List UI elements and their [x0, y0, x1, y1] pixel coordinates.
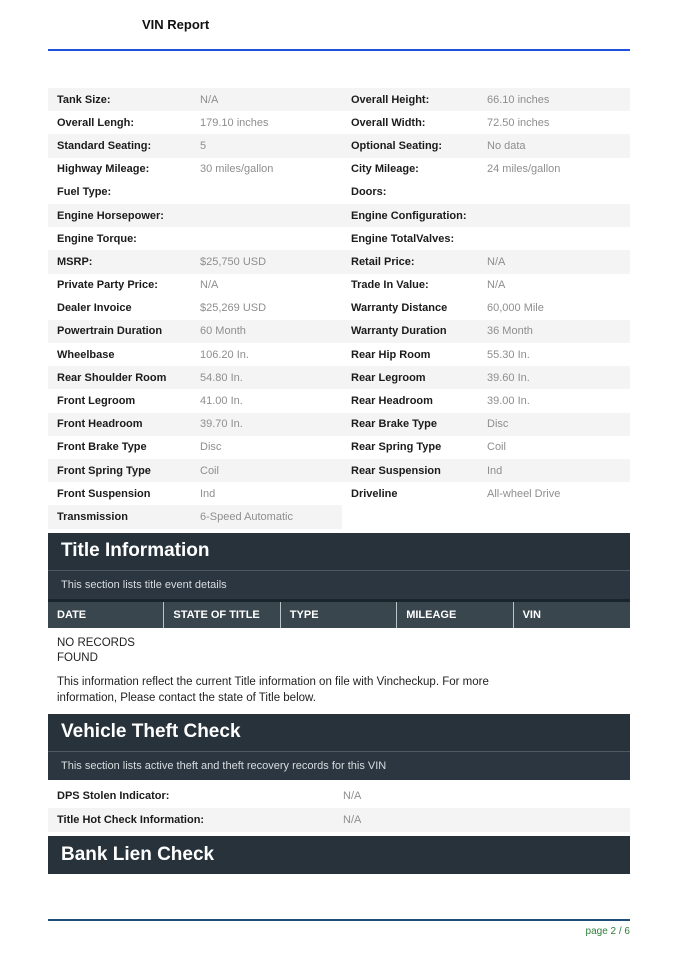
section-title: Bank Lien Check	[61, 843, 215, 865]
spec-label: Rear Brake Type	[342, 413, 487, 436]
spec-value: N/A	[487, 279, 506, 292]
spec-value: 39.00 In.	[487, 395, 530, 408]
spec-row	[48, 274, 630, 297]
spec-row	[48, 459, 630, 482]
spec-value: Ind	[487, 459, 630, 482]
spec-value: All-wheel Drive	[487, 487, 561, 500]
spec-label: Dealer Invoice	[57, 302, 132, 315]
spec-value: 39.60 In.	[487, 366, 630, 389]
no-records-line2: FOUND	[57, 651, 98, 664]
section-title: Title Information	[61, 540, 210, 562]
bank-lien-check-header	[48, 836, 630, 874]
theft-check-row	[48, 784, 630, 808]
spec-label: Driveline	[351, 487, 398, 500]
spec-value: 72.50 inches	[487, 116, 550, 129]
header-divider	[48, 49, 630, 51]
spec-row	[48, 505, 630, 528]
no-records-line1: NO RECORDS	[57, 636, 135, 649]
theft-check-row	[48, 808, 630, 832]
title-information-note: This information reflect the current Title information on file with Vincheckup. For more information, Please contact the state of Title below.	[57, 675, 489, 705]
spec-label: Rear Shoulder Room	[48, 366, 200, 389]
spec-label: Tank Size:	[48, 88, 200, 111]
spec-row	[48, 111, 630, 134]
spec-label: Trade In Value:	[351, 279, 429, 292]
spec-label: Front Spring Type	[48, 459, 200, 482]
spec-value: 36 Month	[487, 320, 630, 343]
spec-label: Engine TotalValves:	[351, 232, 455, 245]
title-information-subtitle: This section lists title event details	[48, 570, 630, 599]
spec-label: Overall Height:	[342, 88, 487, 111]
spec-label: Standard Seating:	[48, 134, 200, 157]
spec-row	[48, 366, 630, 389]
page-footer	[48, 919, 630, 937]
spec-value: 39.70 In.	[200, 413, 342, 436]
page-title: VIN Report	[142, 17, 210, 32]
spec-value: N/A	[200, 279, 219, 292]
spec-value	[200, 204, 342, 227]
spec-value: 24 miles/gallon	[487, 163, 561, 176]
spec-label: Warranty Distance	[351, 302, 448, 315]
spec-label: Rear Suspension	[342, 459, 487, 482]
spec-row	[48, 389, 630, 412]
column-header: TYPE	[281, 602, 397, 628]
spec-label: Warranty Duration	[342, 320, 487, 343]
spec-value: Coil	[487, 441, 506, 454]
spec-label: Overall Width:	[351, 116, 426, 129]
column-header: MILEAGE	[397, 602, 513, 628]
column-header: VIN	[522, 608, 541, 621]
theft-check-value: N/A	[343, 808, 630, 832]
spec-value: 179.10 inches	[200, 116, 269, 129]
spec-label: Wheelbase	[57, 348, 115, 361]
spec-label: Fuel Type:	[57, 186, 112, 199]
spec-value: N/A	[487, 250, 630, 273]
spec-label: Private Party Price:	[57, 279, 158, 292]
spec-row	[48, 134, 630, 157]
spec-label: Rear Legroom	[342, 366, 487, 389]
spec-label	[342, 505, 487, 528]
spec-label: Engine Torque:	[57, 232, 137, 245]
spec-label: Engine Configuration:	[342, 204, 487, 227]
spec-label: Rear Headroom	[351, 395, 433, 408]
footer-divider	[48, 919, 630, 921]
spec-value: 60,000 Mile	[487, 302, 544, 315]
spec-label: Doors:	[351, 186, 387, 199]
spec-value: $25,750 USD	[200, 250, 342, 273]
spec-label: Transmission	[48, 505, 200, 528]
spec-label: City Mileage:	[351, 163, 419, 176]
spec-label: Highway Mileage:	[57, 163, 150, 176]
spec-row	[48, 320, 630, 343]
title-information-header	[48, 533, 630, 570]
spec-label: Front Headroom	[48, 413, 200, 436]
vehicle-theft-check-header	[48, 714, 630, 751]
title-events-header-row	[48, 602, 630, 628]
spec-value: 30 miles/gallon	[200, 163, 274, 176]
spec-label: MSRP:	[48, 250, 200, 273]
spec-value: Ind	[200, 487, 216, 500]
spec-value: $25,269 USD	[200, 302, 267, 315]
spec-value	[200, 227, 342, 250]
spec-value: No data	[487, 134, 630, 157]
spec-value	[487, 181, 630, 204]
spec-row	[48, 88, 630, 111]
spec-label: Rear Spring Type	[351, 441, 442, 454]
spec-value	[200, 181, 342, 204]
spec-label: Retail Price:	[342, 250, 487, 273]
spec-value	[487, 227, 630, 250]
spec-value: 106.20 In.	[200, 348, 249, 361]
spec-value: 6-Speed Automatic	[200, 505, 342, 528]
spec-value: 41.00 In.	[200, 395, 243, 408]
spec-row	[48, 436, 630, 459]
spec-value: 66.10 inches	[487, 88, 630, 111]
spec-value	[487, 505, 630, 528]
spec-row	[48, 482, 630, 505]
spec-value	[487, 204, 630, 227]
spec-row	[48, 250, 630, 273]
spec-label: Engine Horsepower:	[48, 204, 200, 227]
page-number: page 2 / 6	[585, 926, 630, 937]
spec-value: 60 Month	[200, 320, 342, 343]
spec-value: Disc	[200, 441, 222, 454]
spec-row	[48, 181, 630, 204]
column-header: STATE OF TITLE	[164, 602, 280, 628]
spec-value: Disc	[487, 413, 630, 436]
theft-check-value: N/A	[343, 789, 362, 802]
spec-label: Optional Seating:	[342, 134, 487, 157]
spec-label: Front Brake Type	[57, 441, 147, 454]
title-information-section	[48, 533, 630, 707]
theft-check-label: Title Hot Check Information:	[48, 808, 343, 832]
spec-label: Front Legroom	[57, 395, 136, 408]
column-header: DATE	[48, 602, 164, 628]
theft-check-label: DPS Stolen Indicator:	[57, 789, 170, 802]
vehicle-theft-check-subtitle: This section lists active theft and theft recovery records for this VIN	[48, 751, 630, 780]
spec-row	[48, 204, 630, 227]
spec-value: N/A	[200, 88, 342, 111]
bank-lien-check-section	[48, 836, 630, 874]
spec-label: Rear Hip Room	[351, 348, 431, 361]
spec-row	[48, 343, 630, 366]
spec-label: Front Suspension	[57, 487, 151, 500]
spec-value: 55.30 In.	[487, 348, 530, 361]
section-title: Vehicle Theft Check	[61, 721, 241, 743]
spec-label: Overall Lengh:	[57, 116, 135, 129]
spec-value: 5	[200, 134, 342, 157]
spec-row	[48, 413, 630, 436]
theft-check-rows	[48, 784, 630, 832]
spec-row	[48, 158, 630, 181]
spec-value: 54.80 In.	[200, 366, 342, 389]
vehicle-theft-check-section	[48, 714, 630, 832]
spec-row	[48, 227, 630, 250]
vehicle-spec-table	[48, 88, 630, 529]
spec-value: Coil	[200, 459, 342, 482]
no-records-message	[48, 636, 630, 666]
spec-label: Powertrain Duration	[48, 320, 200, 343]
spec-row	[48, 297, 630, 320]
